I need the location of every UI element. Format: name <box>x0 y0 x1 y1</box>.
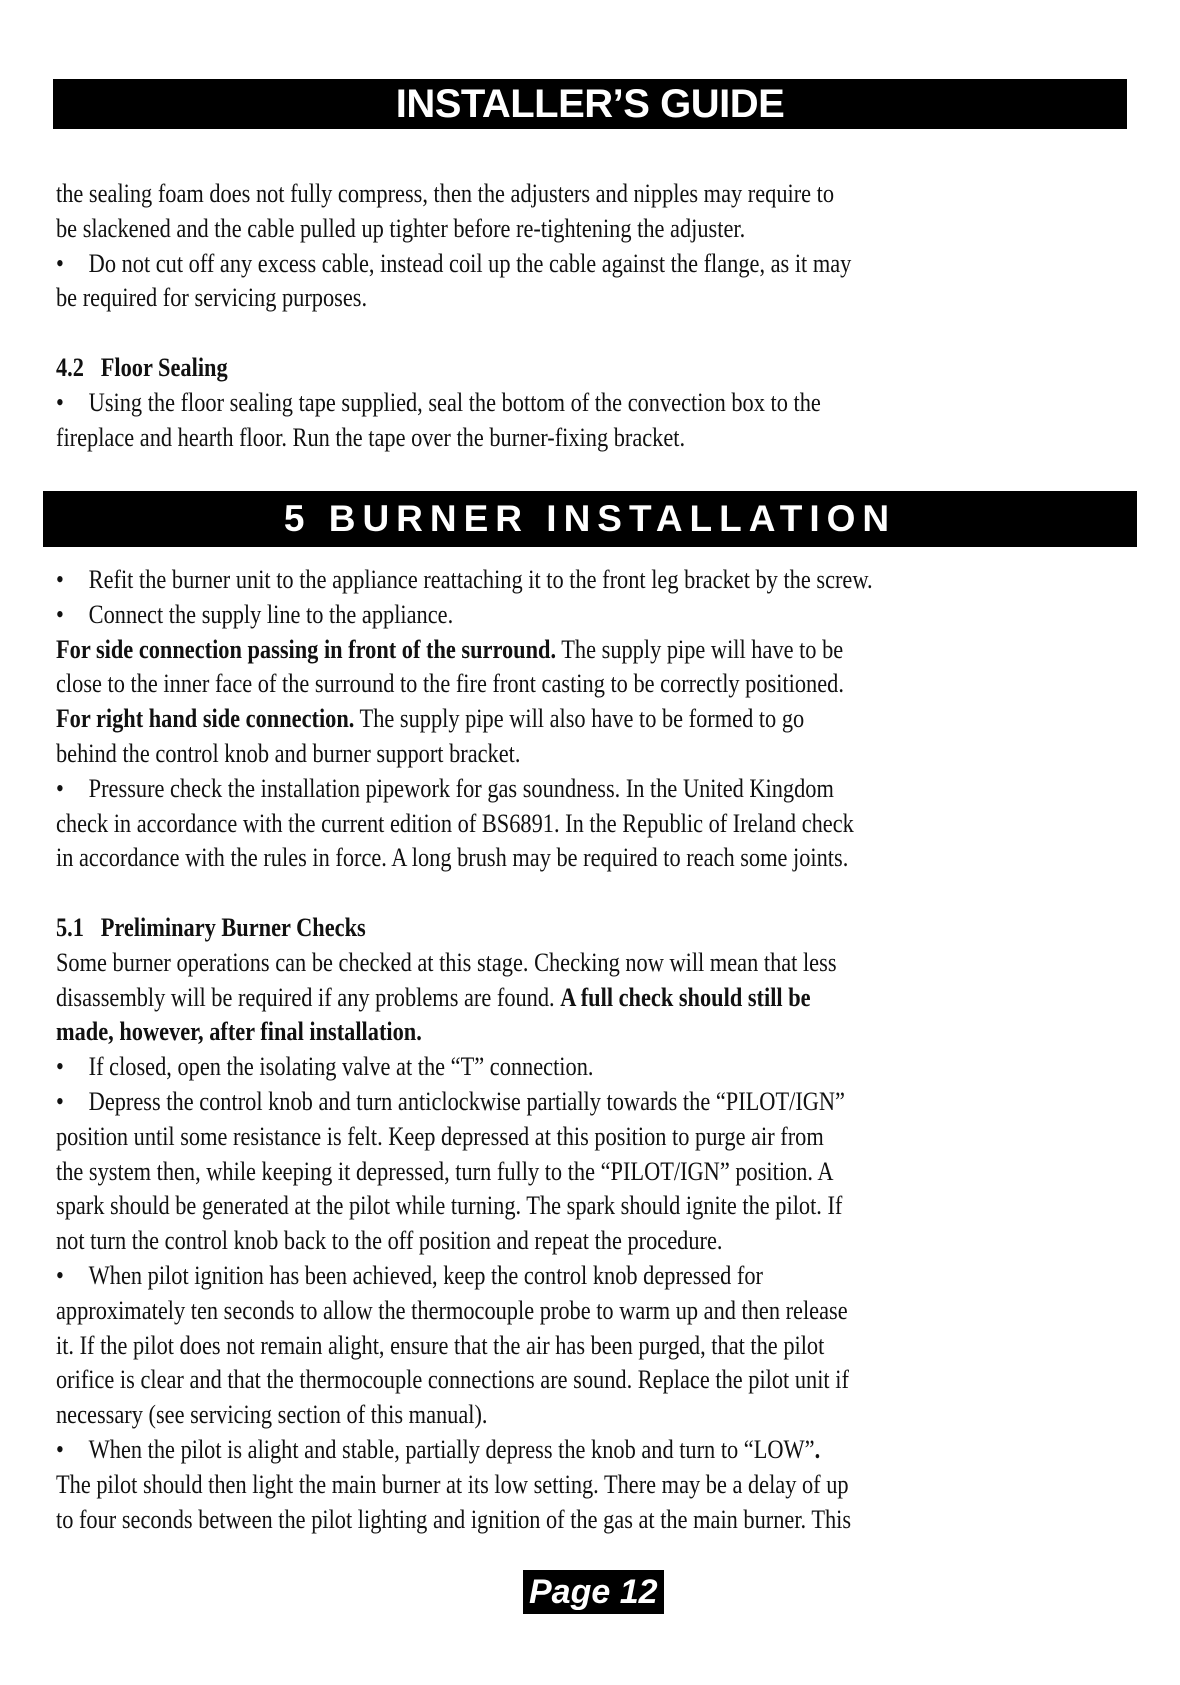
text-line: orifice is clear and that the thermocouple connections are sound. Replace the pilot unit if <box>56 1365 849 1395</box>
section-title-bar <box>43 491 1137 547</box>
bullet-item: • When pilot ignition has been achieved, keep the control knob depressed for <box>56 1259 980 1294</box>
text-line: check in accordance with the current edition of BS6891. In the Republic of Ireland check <box>56 808 854 838</box>
text-line: the sealing foam does not fully compress, then the adjusters and nipples may require to <box>56 179 835 208</box>
page-number: Page 12 <box>523 1570 664 1614</box>
text-line: Some burner operations can be checked at this stage. Checking now will mean that less <box>56 947 837 977</box>
floor-sealing-section <box>56 351 980 455</box>
text-line: spark should be generated at the pilot while turning. The spark should ignite the pilot. If <box>56 1191 843 1221</box>
text-line: it. If the pilot does not remain alight, ensure that the air has been purged, that the pilot <box>56 1330 825 1360</box>
bullet-icon: • <box>56 248 64 278</box>
text-line: to four seconds between the pilot lighting and ignition of the gas at the main burner. This <box>56 1504 852 1534</box>
burner-installation-body <box>56 563 980 876</box>
bullet-icon: • <box>56 1086 64 1116</box>
text-line: necessary (see servicing section of this manual). <box>56 1400 488 1430</box>
header-title: INSTALLER’S GUIDE <box>395 81 785 126</box>
text-line: made, however, after final installation. <box>56 1017 422 1047</box>
bullet-item: • Connect the supply line to the appliance. <box>56 598 980 633</box>
bullet-item: • Using the floor sealing tape supplied, seal the bottom of the convection box to the <box>56 386 980 421</box>
text-line: approximately ten seconds to allow the thermocouple probe to warm up and then release <box>56 1295 848 1325</box>
text-line: the system then, while keeping it depressed, turn fully to the “PILOT/IGN” position. A <box>56 1156 834 1186</box>
section-heading: 5.1 Preliminary Burner Checks <box>56 913 366 942</box>
text-line: position until some resistance is felt. Keep depressed at this position to purge air from <box>56 1121 824 1151</box>
section-title: 5 BURNER INSTALLATION <box>283 498 897 539</box>
bullet-icon: • <box>56 565 64 594</box>
bullet-item: • Depress the control knob and turn anticlockwise partially towards the “PILOT/IGN” <box>56 1085 980 1120</box>
text-line: disassembly will be required if any problems are found. A full check should still be <box>56 982 811 1012</box>
bullet-icon: • <box>56 1052 64 1082</box>
side-connection-line: For side connection passing in front of the surround. The supply pipe will have to be <box>56 634 844 664</box>
text-line: behind the control knob and burner support bracket. <box>56 738 521 768</box>
text-line: be slackened and the cable pulled up tighter before re-tightening the adjuster. <box>56 213 746 243</box>
text-line: close to the inner face of the surround to the fire front casting to be correctly positioned. <box>56 669 844 699</box>
header-title-bar <box>53 79 1127 129</box>
bullet-item: • If closed, open the isolating valve at the “T” connection. <box>56 1050 980 1085</box>
right-connection-line: For right hand side connection. The supply pipe will also have to be formed to go <box>56 704 805 734</box>
bullet-icon: • <box>56 387 64 417</box>
bullet-item: • Refit the burner unit to the appliance reattaching it to the front leg bracket by the screw. <box>56 563 980 598</box>
bullet-item: • Do not cut off any excess cable, instead coil up the cable against the flange, as it may <box>56 247 980 282</box>
intro-paragraph <box>56 177 980 316</box>
section-heading: 4.2 Floor Sealing <box>56 353 228 382</box>
bullet-icon: • <box>56 773 64 803</box>
text-line: fireplace and hearth floor. Run the tape over the burner-fixing bracket. <box>56 422 686 452</box>
text-line: in accordance with the rules in force. A long brush may be required to reach some joints. <box>56 843 849 873</box>
bullet-item: • Pressure check the installation pipework for gas soundness. In the United Kingdom <box>56 772 980 807</box>
text-line: not turn the control knob back to the off position and repeat the procedure. <box>56 1226 723 1256</box>
bullet-item: • When the pilot is alight and stable, partially depress the knob and turn to “LOW”. <box>56 1433 980 1468</box>
text-line: The pilot should then light the main burner at its low setting. There may be a delay of up <box>56 1469 849 1499</box>
preliminary-checks-section <box>56 911 980 1537</box>
bullet-icon: • <box>56 1434 64 1464</box>
bullet-icon: • <box>56 599 64 629</box>
text-line: be required for servicing purposes. <box>56 283 368 313</box>
bullet-icon: • <box>56 1260 64 1290</box>
